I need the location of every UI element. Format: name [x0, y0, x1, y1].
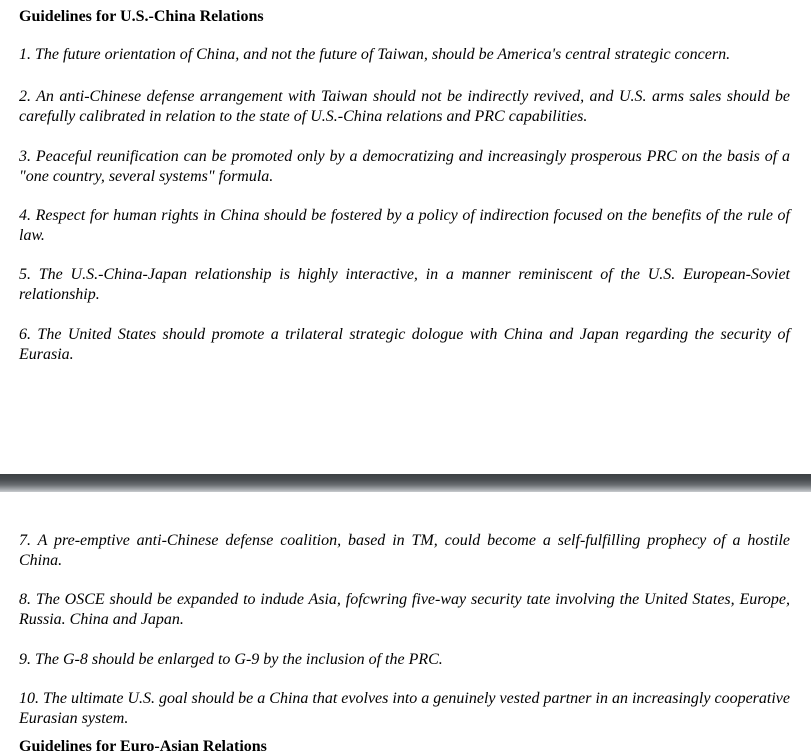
- next-section-heading: Guidelines for Euro-Asian Relations: [19, 738, 267, 754]
- page-separator: [0, 474, 811, 492]
- guideline-item-7: 7. A pre-emptive anti-Chinese defense coalition, based in TM, could become a self-fulfilling prophecy of a hostile China.: [19, 532, 790, 569]
- guideline-item-5: 5. The U.S.-China-Japan relationship is highly interactive, in a manner reminiscent of the U.S. European-Soviet relationship.: [19, 266, 790, 303]
- document-title: Guidelines for U.S.-China Relations: [19, 8, 264, 25]
- guideline-item-8: 8. The OSCE should be expanded to indude Asia, fofcwring five-way security tate involving the United States, Europe, Russia. China and Japan.: [19, 591, 790, 628]
- guideline-item-10: 10. The ultimate U.S. goal should be a China that evolves into a genuinely vested partner in an increasingly cooperative Eurasian system.: [19, 690, 790, 727]
- guideline-item-2: 2. An anti-Chinese defense arrangement with Taiwan should not be indirectly revived, and U.S. arms sales should be carefully calibrated in relation to the state of U.S.-China relations and PRC capabilities.: [19, 88, 790, 125]
- guideline-item-1: 1. The future orientation of China, and not the future of Taiwan, should be America's central strategic concern.: [19, 46, 731, 63]
- guideline-item-9: 9. The G-8 should be enlarged to G-9 by the inclusion of the PRC.: [19, 651, 443, 668]
- document-page-2: [0, 492, 811, 754]
- guideline-item-3: 3. Peaceful reunification can be promoted only by a democratizing and increasingly prosperous PRC on the basis of a "one country, several systems" formula.: [19, 148, 790, 185]
- guideline-item-6: 6. The United States should promote a trilateral strategic dologue with China and Japan regarding the security of Eurasia.: [19, 326, 790, 363]
- guideline-item-4: 4. Respect for human rights in China should be fostered by a policy of indirection focused on the benefits of the rule of law.: [19, 207, 790, 244]
